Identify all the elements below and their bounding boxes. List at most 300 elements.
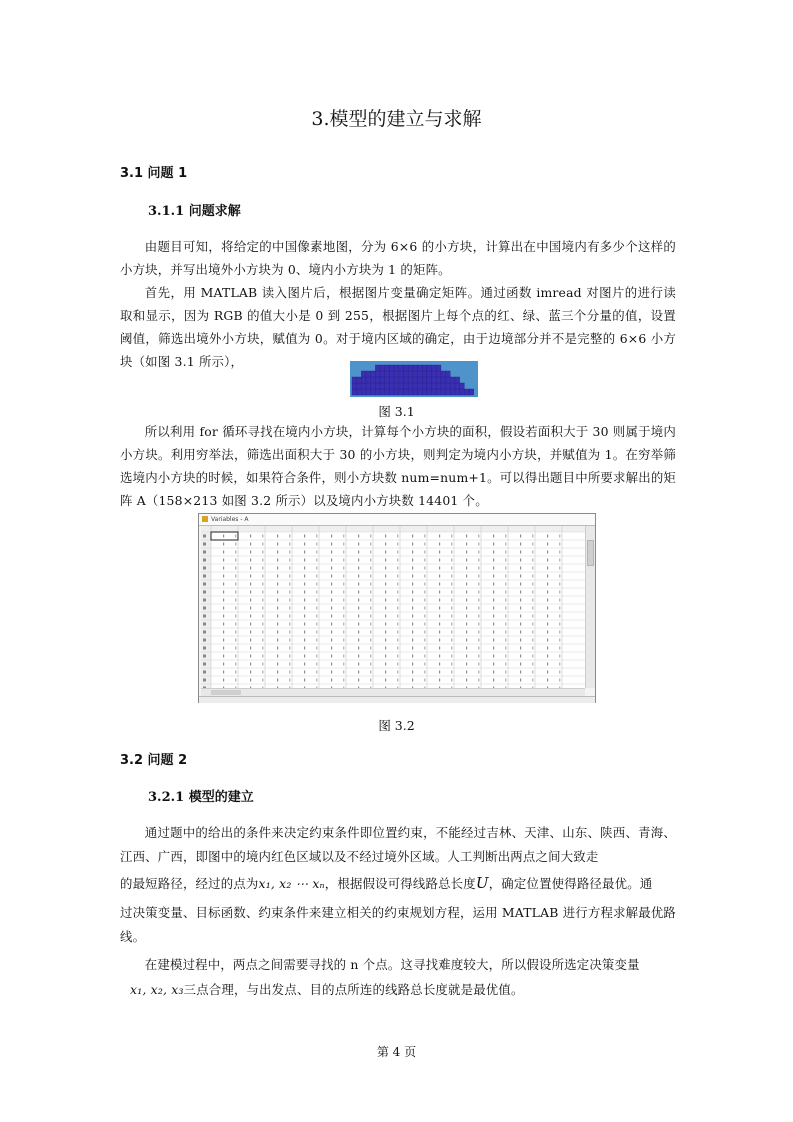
cell-value-mark: [331, 679, 332, 682]
map-block: [389, 377, 394, 383]
cell-value-mark: [370, 615, 371, 618]
vertical-scroll-thumb[interactable]: [587, 540, 594, 566]
map-block: [371, 383, 376, 389]
section-title: 3.模型的建立与求解: [311, 108, 482, 130]
cell-value-mark: [331, 671, 332, 674]
cell-value-mark: [412, 631, 413, 634]
cell-value-mark: [331, 567, 332, 570]
cell-value-mark: [277, 583, 278, 586]
cell-value-mark: [358, 543, 359, 546]
cell-value-mark: [424, 655, 425, 658]
cell-value-mark: [397, 575, 398, 578]
cell-value-mark: [370, 591, 371, 594]
cell-value-mark: [451, 679, 452, 682]
map-block: [469, 389, 474, 395]
cell-value-mark: [493, 575, 494, 578]
cell-value-mark: [289, 575, 290, 578]
cell-value-mark: [478, 631, 479, 634]
cell-value-mark: [520, 543, 521, 546]
cell-value-mark: [532, 599, 533, 602]
figure-3-1-map-edge: [350, 361, 478, 397]
cell-value-mark: [304, 663, 305, 666]
cell-value-mark: [304, 543, 305, 546]
variable-icon: [202, 516, 208, 522]
cell-value-mark: [412, 647, 413, 650]
cell-value-mark: [520, 535, 521, 538]
map-block: [413, 365, 418, 371]
row-number-mark: [203, 607, 206, 610]
map-block: [371, 371, 376, 377]
cell-value-mark: [250, 663, 251, 666]
cell-value-mark: [424, 671, 425, 674]
cell-value-mark: [262, 655, 263, 658]
cell-value-mark: [223, 647, 224, 650]
cell-value-mark: [277, 551, 278, 554]
cell-value-mark: [397, 567, 398, 570]
map-block: [418, 377, 423, 383]
status-bar: [199, 696, 595, 703]
cell-value-mark: [277, 655, 278, 658]
map-block: [441, 383, 446, 389]
cell-value-mark: [250, 639, 251, 642]
cell-value-mark: [397, 655, 398, 658]
map-block: [394, 365, 399, 371]
map-block: [399, 383, 404, 389]
cell-value-mark: [358, 535, 359, 538]
row-number-mark: [203, 615, 206, 618]
cell-value-mark: [493, 671, 494, 674]
cell-value-mark: [412, 615, 413, 618]
cell-value-mark: [424, 639, 425, 642]
cell-value-mark: [466, 647, 467, 650]
row-number-mark: [203, 647, 206, 650]
map-block: [361, 383, 366, 389]
cell-value-mark: [397, 647, 398, 650]
cell-value-mark: [235, 671, 236, 674]
cell-value-mark: [547, 615, 548, 618]
cell-value-mark: [520, 591, 521, 594]
cell-value-mark: [343, 615, 344, 618]
cell-value-mark: [358, 663, 359, 666]
cell-value-mark: [532, 663, 533, 666]
cell-value-mark: [370, 535, 371, 538]
variable-editor-title: Variables - A: [211, 516, 249, 523]
cell-value-mark: [559, 583, 560, 586]
cell-value-mark: [223, 615, 224, 618]
cell-value-mark: [532, 615, 533, 618]
map-block: [389, 389, 394, 395]
cell-value-mark: [289, 543, 290, 546]
cell-value-mark: [235, 679, 236, 682]
cell-value-mark: [532, 551, 533, 554]
cell-value-mark: [235, 607, 236, 610]
cell-value-mark: [559, 607, 560, 610]
cell-value-mark: [505, 591, 506, 594]
cell-value-mark: [547, 567, 548, 570]
cell-value-mark: [424, 663, 425, 666]
cell-value-mark: [250, 591, 251, 594]
cell-value-mark: [316, 591, 317, 594]
cell-value-mark: [343, 583, 344, 586]
map-block: [403, 389, 408, 395]
map-block: [436, 365, 441, 371]
cell-value-mark: [478, 591, 479, 594]
cell-value-mark: [358, 607, 359, 610]
cell-value-mark: [262, 559, 263, 562]
cell-value-mark: [385, 607, 386, 610]
map-block: [394, 383, 399, 389]
map-block: [422, 365, 427, 371]
cell-value-mark: [466, 591, 467, 594]
cell-value-mark: [316, 623, 317, 626]
cell-value-mark: [493, 607, 494, 610]
cell-value-mark: [478, 655, 479, 658]
cell-value-mark: [412, 607, 413, 610]
cell-value-mark: [250, 655, 251, 658]
cell-value-mark: [235, 655, 236, 658]
map-block: [357, 377, 362, 383]
cell-value-mark: [343, 551, 344, 554]
cell-value-mark: [451, 607, 452, 610]
cell-value-mark: [331, 639, 332, 642]
cell-value-mark: [277, 647, 278, 650]
cell-value-mark: [424, 551, 425, 554]
horizontal-scroll-thumb[interactable]: [211, 690, 241, 695]
cell-value-mark: [559, 599, 560, 602]
map-block: [399, 389, 404, 395]
cell-value-mark: [370, 559, 371, 562]
cell-value-mark: [532, 655, 533, 658]
map-block: [422, 371, 427, 377]
cell-value-mark: [370, 631, 371, 634]
cell-value-mark: [547, 599, 548, 602]
cell-value-mark: [316, 655, 317, 658]
cell-value-mark: [466, 679, 467, 682]
cell-value-mark: [493, 559, 494, 562]
cell-value-mark: [262, 551, 263, 554]
cell-value-mark: [466, 535, 467, 538]
math-path-points: x₁, x₂ ⋯ xₙ: [258, 876, 325, 891]
cell-value-mark: [520, 607, 521, 610]
cell-value-mark: [316, 679, 317, 682]
cell-value-mark: [223, 679, 224, 682]
cell-value-mark: [505, 623, 506, 626]
cell-value-mark: [466, 543, 467, 546]
map-block: [455, 383, 460, 389]
map-block: [427, 383, 432, 389]
cell-value-mark: [331, 615, 332, 618]
map-block: [432, 389, 437, 395]
cell-value-mark: [505, 631, 506, 634]
matrix-grid: [201, 526, 585, 688]
cell-value-mark: [478, 567, 479, 570]
cell-value-mark: [277, 639, 278, 642]
row-number-mark: [203, 583, 206, 586]
paragraph-4: [120, 821, 676, 869]
cell-value-mark: [412, 679, 413, 682]
cell-value-mark: [289, 639, 290, 642]
cell-value-mark: [343, 631, 344, 634]
map-block: [380, 371, 385, 377]
cell-value-mark: [250, 607, 251, 610]
cell-value-mark: [343, 671, 344, 674]
cell-value-mark: [316, 631, 317, 634]
cell-value-mark: [358, 623, 359, 626]
map-block: [352, 377, 357, 383]
map-block: [408, 365, 413, 371]
map-block: [371, 377, 376, 383]
cell-value-mark: [451, 567, 452, 570]
cell-value-mark: [493, 639, 494, 642]
cell-value-mark: [547, 543, 548, 546]
map-block: [460, 383, 465, 389]
cell-value-mark: [493, 599, 494, 602]
cell-value-mark: [424, 599, 425, 602]
cell-value-mark: [451, 639, 452, 642]
cell-value-mark: [466, 607, 467, 610]
cell-value-mark: [505, 543, 506, 546]
cell-value-mark: [250, 551, 251, 554]
cell-value-mark: [250, 583, 251, 586]
cell-value-mark: [331, 535, 332, 538]
row-number-mark: [203, 631, 206, 634]
paragraph-4-part-d: ，确定位置使得路径最优。通: [488, 876, 653, 891]
cell-value-mark: [532, 591, 533, 594]
cell-value-mark: [370, 599, 371, 602]
map-block: [450, 377, 455, 383]
column-header-band: [201, 526, 585, 532]
cell-value-mark: [493, 535, 494, 538]
cell-value-mark: [358, 671, 359, 674]
row-number-mark: [203, 663, 206, 666]
math-decision-variables: x₁, x₂, x₃: [130, 982, 184, 997]
cell-value-mark: [289, 591, 290, 594]
paragraph-5-part-a: 在建模过程中，两点之间需要寻找的 n 个点。这寻找难度较大，所以假设所选定决策变量: [144, 957, 640, 972]
cell-value-mark: [439, 607, 440, 610]
cell-value-mark: [520, 631, 521, 634]
cell-value-mark: [505, 615, 506, 618]
map-block: [422, 377, 427, 383]
cell-value-mark: [412, 671, 413, 674]
cell-value-mark: [385, 655, 386, 658]
cell-value-mark: [412, 535, 413, 538]
cell-value-mark: [235, 631, 236, 634]
heading-3-1-1: 3.1.1 问题求解: [148, 204, 241, 219]
cell-value-mark: [559, 639, 560, 642]
paragraph-4-line-3: 过决策变量、目标函数、约束条件来建立相关的约束规划方程，运用 MATLAB 进行方程求解最优路线。: [120, 905, 677, 944]
cell-value-mark: [385, 679, 386, 682]
cell-value-mark: [223, 543, 224, 546]
cell-value-mark: [397, 679, 398, 682]
cell-value-mark: [385, 543, 386, 546]
cell-value-mark: [478, 615, 479, 618]
cell-value-mark: [478, 575, 479, 578]
cell-value-mark: [343, 655, 344, 658]
cell-value-mark: [343, 679, 344, 682]
cell-value-mark: [547, 671, 548, 674]
cell-value-mark: [370, 647, 371, 650]
cell-value-mark: [397, 639, 398, 642]
cell-value-mark: [358, 591, 359, 594]
cell-value-mark: [466, 599, 467, 602]
cell-value-mark: [547, 591, 548, 594]
map-block: [446, 371, 451, 377]
cell-value-mark: [505, 567, 506, 570]
cell-value-mark: [424, 591, 425, 594]
cell-value-mark: [451, 623, 452, 626]
cell-value-mark: [466, 631, 467, 634]
cell-value-mark: [289, 599, 290, 602]
cell-value-mark: [343, 575, 344, 578]
cell-value-mark: [235, 535, 236, 538]
cell-value-mark: [466, 655, 467, 658]
cell-value-mark: [466, 583, 467, 586]
cell-value-mark: [520, 623, 521, 626]
map-block: [427, 389, 432, 395]
cell-value-mark: [532, 607, 533, 610]
map-block: [436, 371, 441, 377]
cell-value-mark: [277, 679, 278, 682]
cell-value-mark: [478, 639, 479, 642]
row-number-mark: [203, 535, 206, 538]
cell-value-mark: [304, 607, 305, 610]
cell-value-mark: [223, 591, 224, 594]
cell-value-mark: [412, 575, 413, 578]
cell-value-mark: [250, 679, 251, 682]
cell-value-mark: [316, 535, 317, 538]
cell-value-mark: [478, 559, 479, 562]
cell-value-mark: [370, 567, 371, 570]
cell-value-mark: [478, 583, 479, 586]
cell-value-mark: [316, 559, 317, 562]
cell-value-mark: [397, 631, 398, 634]
cell-value-mark: [385, 623, 386, 626]
paragraph-4-line-2: [120, 869, 676, 898]
cell-value-mark: [493, 663, 494, 666]
cell-value-mark: [532, 535, 533, 538]
cell-value-mark: [424, 623, 425, 626]
cell-value-mark: [451, 551, 452, 554]
map-block: [422, 383, 427, 389]
cell-value-mark: [316, 543, 317, 546]
map-block: [389, 371, 394, 377]
map-block: [436, 389, 441, 395]
cell-value-mark: [304, 679, 305, 682]
heading-3-2-1: 3.2.1 模型的建立: [148, 790, 254, 805]
map-block: [460, 389, 465, 395]
cell-value-mark: [385, 583, 386, 586]
cell-value-mark: [250, 671, 251, 674]
map-block: [380, 383, 385, 389]
cell-value-mark: [532, 647, 533, 650]
figure-3-1-caption: 图 3.1: [378, 404, 415, 419]
cell-value-mark: [235, 567, 236, 570]
map-block: [352, 383, 357, 389]
vertical-scrollbar[interactable]: [585, 526, 595, 688]
cell-value-mark: [520, 679, 521, 682]
map-block: [380, 377, 385, 383]
cell-value-mark: [316, 575, 317, 578]
cell-value-mark: [451, 559, 452, 562]
cell-value-mark: [223, 631, 224, 634]
cell-value-mark: [559, 615, 560, 618]
cell-value-mark: [520, 599, 521, 602]
cell-value-mark: [559, 591, 560, 594]
cell-value-mark: [424, 559, 425, 562]
cell-value-mark: [412, 543, 413, 546]
cell-value-mark: [289, 583, 290, 586]
cell-value-mark: [559, 647, 560, 650]
cell-value-mark: [397, 663, 398, 666]
cell-value-mark: [370, 623, 371, 626]
map-block: [399, 371, 404, 377]
map-block: [361, 389, 366, 395]
cell-value-mark: [493, 647, 494, 650]
cell-value-mark: [343, 599, 344, 602]
cell-value-mark: [559, 575, 560, 578]
cell-value-mark: [451, 591, 452, 594]
cell-value-mark: [493, 615, 494, 618]
cell-value-mark: [385, 631, 386, 634]
cell-value-mark: [316, 615, 317, 618]
map-block: [375, 371, 380, 377]
cell-value-mark: [559, 655, 560, 658]
map-block: [357, 383, 362, 389]
map-block: [455, 389, 460, 395]
cell-value-mark: [439, 551, 440, 554]
cell-value-mark: [466, 639, 467, 642]
cell-value-mark: [451, 543, 452, 546]
cell-value-mark: [223, 583, 224, 586]
math-total-length: U: [475, 874, 489, 892]
cell-value-mark: [277, 599, 278, 602]
cell-value-mark: [235, 647, 236, 650]
cell-value-mark: [559, 567, 560, 570]
cell-value-mark: [397, 623, 398, 626]
cell-value-mark: [277, 543, 278, 546]
cell-value-mark: [223, 671, 224, 674]
cell-value-mark: [439, 655, 440, 658]
cell-value-mark: [370, 663, 371, 666]
cell-value-mark: [262, 639, 263, 642]
cell-value-mark: [358, 551, 359, 554]
cell-value-mark: [331, 663, 332, 666]
map-block: [366, 371, 371, 377]
map-block: [380, 365, 385, 371]
horizontal-scrollbar[interactable]: [201, 688, 585, 696]
cell-value-mark: [343, 663, 344, 666]
cell-value-mark: [547, 639, 548, 642]
cell-value-mark: [505, 575, 506, 578]
cell-value-mark: [235, 583, 236, 586]
map-block: [446, 383, 451, 389]
cell-value-mark: [304, 647, 305, 650]
cell-value-mark: [439, 663, 440, 666]
map-block: [418, 389, 423, 395]
cell-value-mark: [223, 575, 224, 578]
cell-value-mark: [451, 583, 452, 586]
cell-value-mark: [223, 639, 224, 642]
cell-value-mark: [316, 639, 317, 642]
map-block: [413, 389, 418, 395]
cell-value-mark: [532, 639, 533, 642]
cell-value-mark: [262, 663, 263, 666]
paragraph-4-part-a: 通过题中的给出的条件来决定约束条件即位置约束，不能经过吉林、天津、山东、陕西、青海、江西、广西，即图中的境内红色区域以及不经过境外区域。人工判断出两点之间大致走: [120, 825, 676, 864]
cell-value-mark: [451, 575, 452, 578]
cell-value-mark: [547, 575, 548, 578]
cell-value-mark: [439, 639, 440, 642]
cell-value-mark: [262, 543, 263, 546]
